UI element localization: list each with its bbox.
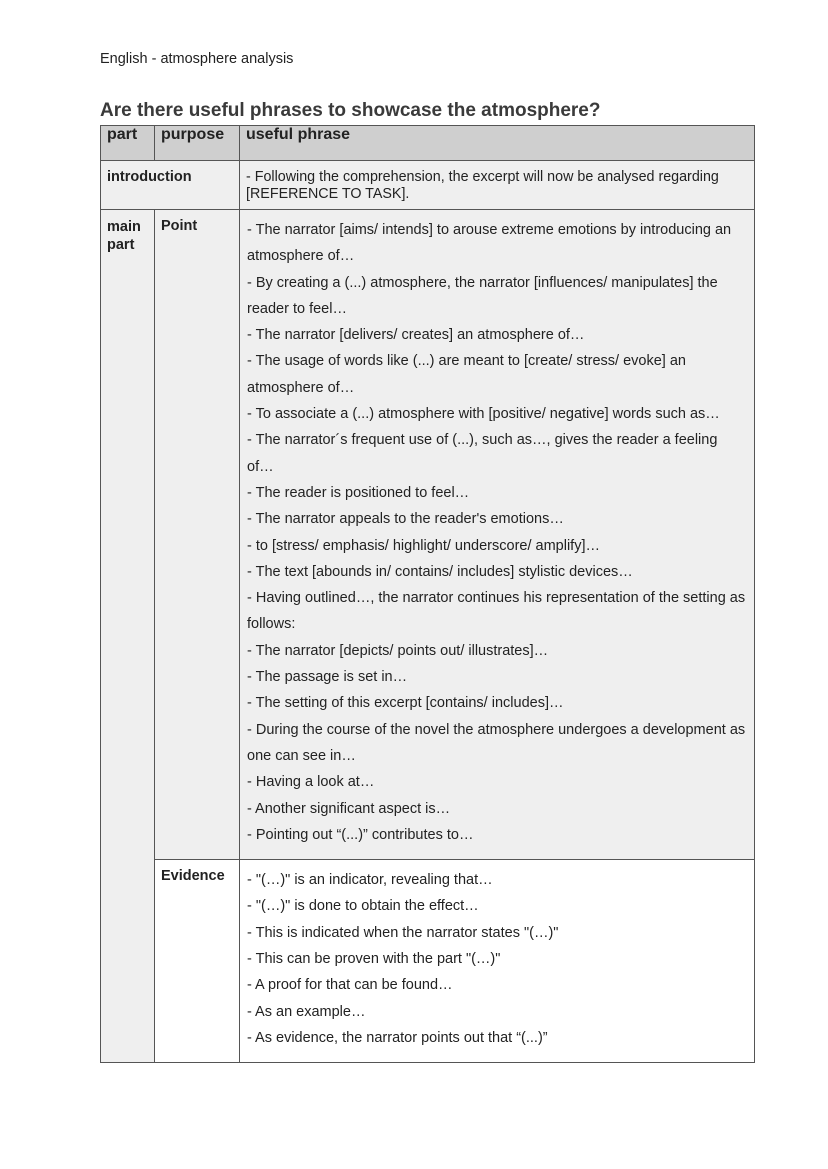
- list-item: - The narrator [aims/ intends] to arouse extreme emotions by introducing an atmosphere of…: [247, 222, 732, 265]
- list-item: - As an example…: [247, 1003, 366, 1020]
- evidence-phrases-cell: [240, 860, 755, 1063]
- list-item: - The passage is set in…: [247, 669, 408, 686]
- list-item: - Having outlined…, the narrator continues his representation of the setting as follows:: [247, 590, 746, 633]
- evidence-phrase-list: [241, 861, 753, 1061]
- list-item: - "(…)" is done to obtain the effect…: [247, 898, 479, 915]
- point-label: Point: [155, 210, 240, 860]
- list-item: - This can be proven with the part "(…)": [247, 951, 501, 968]
- table-row-main-evidence: [101, 860, 755, 1063]
- column-header-useful-phrase: useful phrase: [240, 126, 755, 161]
- evidence-label: Evidence: [155, 860, 240, 1063]
- table-row-main-point: [101, 210, 755, 860]
- list-item: - This is indicated when the narrator states "(…)": [247, 924, 559, 941]
- column-header-part: part: [101, 126, 155, 161]
- point-phrase-list: [241, 211, 753, 858]
- list-item: - The text [abounds in/ contains/ includes] stylistic devices…: [247, 563, 633, 580]
- list-item: - The narrator´s frequent use of (...), such as…, gives the reader a feeling of…: [247, 432, 718, 475]
- list-item: - "(…)" is an indicator, revealing that…: [247, 872, 493, 889]
- column-header-purpose: purpose: [155, 126, 240, 161]
- document-title: Are there useful phrases to showcase the atmosphere?: [100, 100, 601, 121]
- list-item: - By creating a (...) atmosphere, the narrator [influences/ manipulates] the reader to feel…: [247, 274, 718, 317]
- document-header: English - atmosphere analysis: [100, 51, 294, 67]
- list-item: - The narrator [depicts/ points out/ illustrates]…: [247, 642, 549, 659]
- list-item: - The setting of this excerpt [contains/ includes]…: [247, 695, 564, 712]
- point-phrases-cell: [240, 210, 755, 860]
- list-item: - The usage of words like (...) are meant to [create/ stress/ evoke] an atmosphere of…: [247, 353, 686, 396]
- list-item: - The narrator appeals to the reader's emotions…: [247, 511, 564, 528]
- list-item: - During the course of the novel the atmosphere undergoes a development as one can see in…: [247, 721, 746, 764]
- list-item: - The narrator [delivers/ creates] an atmosphere of…: [247, 327, 585, 344]
- table-header-row: [101, 126, 755, 161]
- introduction-label: introduction: [101, 161, 240, 210]
- list-item: - A proof for that can be found…: [247, 977, 453, 994]
- list-item: - Having a look at…: [247, 774, 375, 791]
- list-item: - to [stress/ emphasis/ highlight/ underscore/ amplify]…: [247, 537, 600, 554]
- list-item: - To associate a (...) atmosphere with [positive/ negative] words such as…: [247, 406, 720, 423]
- table-row-introduction: [101, 161, 755, 210]
- list-item: - Pointing out “(...)” contributes to…: [247, 826, 474, 843]
- list-item: - As evidence, the narrator points out that “(...)”: [247, 1029, 548, 1046]
- introduction-phrase: - Following the comprehension, the excerpt will now be analysed regarding [REFERENCE TO TASK].: [240, 161, 755, 210]
- list-item: - The reader is positioned to feel…: [247, 484, 470, 501]
- list-item: - Another significant aspect is…: [247, 800, 451, 817]
- phrases-table: [100, 125, 755, 1063]
- main-part-label: main part: [101, 210, 155, 1063]
